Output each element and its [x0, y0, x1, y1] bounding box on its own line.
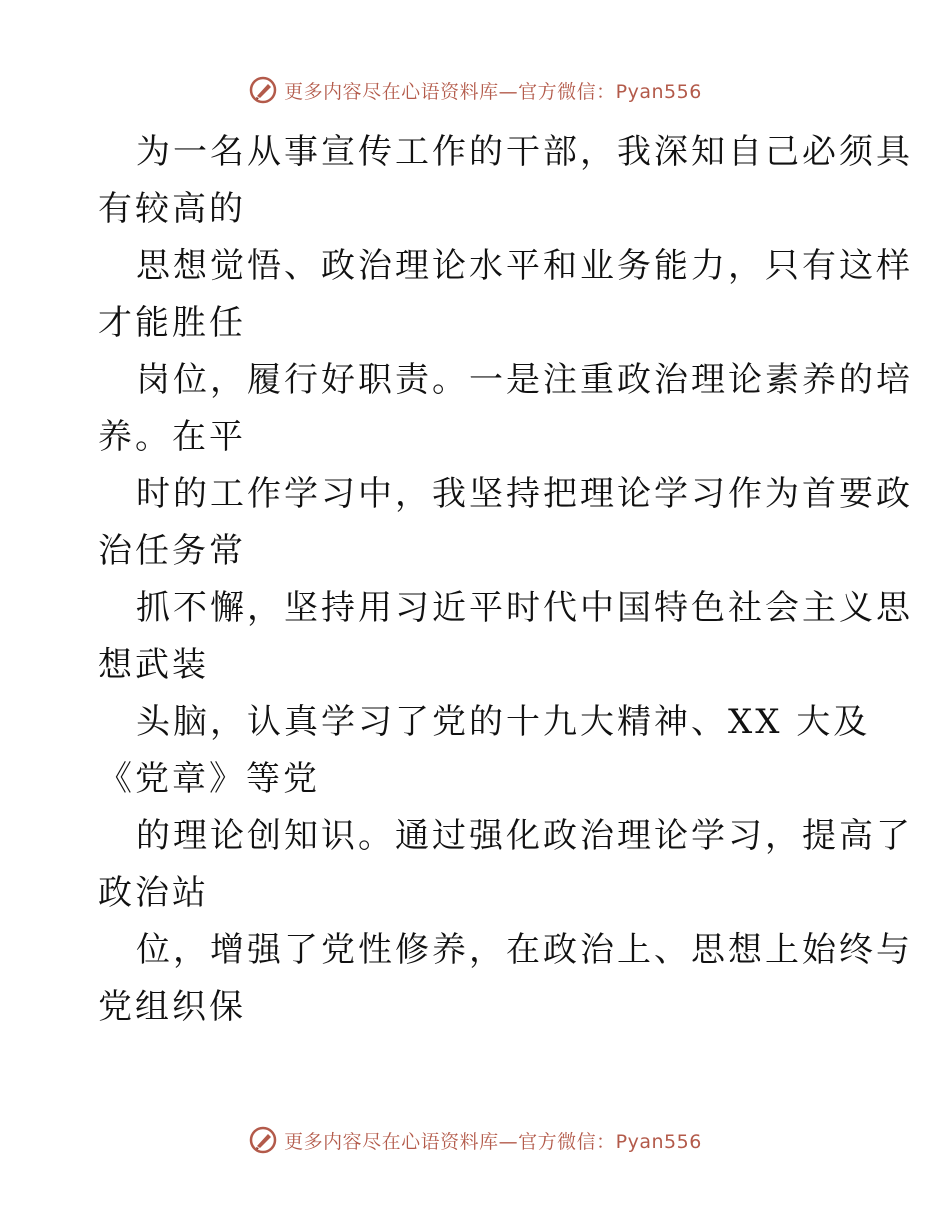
document-body [98, 124, 913, 1036]
text-line: 时的工作学习中，我坚持把理论学习作为首要政 [136, 474, 913, 514]
text-line: 治任务常 [98, 531, 246, 571]
text-line: 养。在平 [98, 417, 246, 457]
text-line: 党组织保 [98, 987, 246, 1027]
text-line: 想武装 [98, 645, 209, 685]
text-line: 有较高的 [98, 189, 246, 229]
text-line: 政治站 [98, 873, 209, 913]
text-line: 位，增强了党性修养，在政治上、思想上始终与 [136, 930, 913, 970]
logo-icon [248, 75, 278, 105]
footer-banner-text: 更多内容尽在心语资料库—官方微信：Pyan556 [284, 1130, 702, 1153]
header-banner-content [248, 75, 702, 105]
text-line: 为一名从事宣传工作的干部，我深知自己必须具 [136, 132, 913, 172]
header-banner [0, 70, 950, 110]
footer-banner [0, 1120, 950, 1160]
footer-banner-content [248, 1125, 702, 1155]
text-line: 头脑，认真学习了党的十九大精神、XX 大及 [136, 702, 871, 742]
text-line: 《党章》等党 [98, 759, 320, 799]
header-banner-text: 更多内容尽在心语资料库—官方微信：Pyan556 [284, 80, 702, 103]
text-line: 的理论创知识。通过强化政治理论学习，提高了 [136, 816, 913, 856]
text-line: 才能胜任 [98, 303, 246, 343]
text-line: 岗位，履行好职责。一是注重政治理论素养的培 [136, 360, 913, 400]
logo-icon [248, 1125, 278, 1155]
text-line: 思想觉悟、政治理论水平和业务能力，只有这样 [136, 246, 913, 286]
text-line: 抓不懈，坚持用习近平时代中国特色社会主义思 [136, 588, 913, 628]
